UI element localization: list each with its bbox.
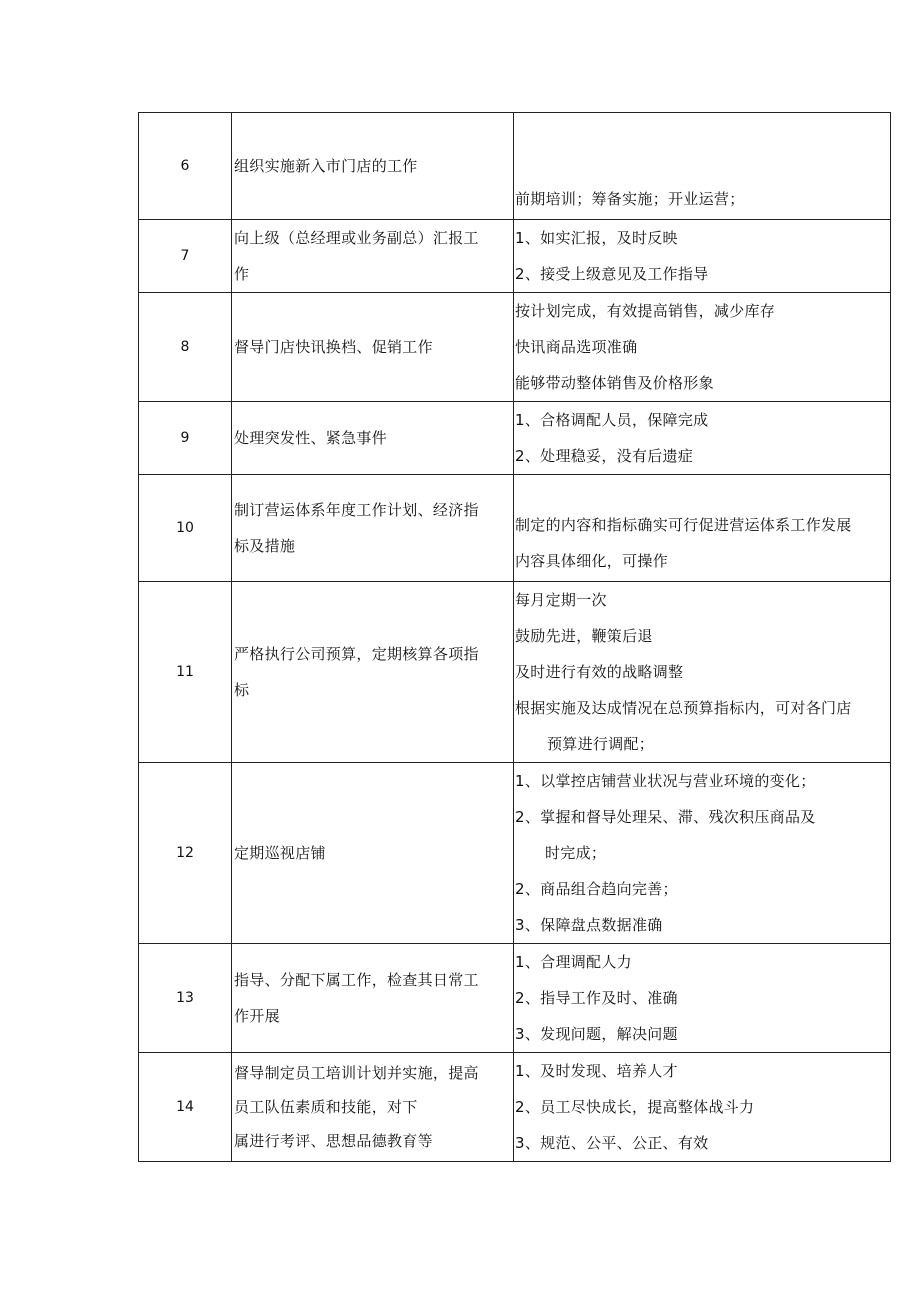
standard-cell [514, 944, 891, 1053]
task-cell [232, 293, 514, 402]
standard-line: 鼓励先进，鞭策后退 [515, 627, 653, 645]
task-cell [232, 944, 514, 1053]
standard-line: 制定的内容和指标确实可行促进营运体系工作发展 [515, 516, 852, 534]
standard-line: 每月定期一次 [515, 591, 607, 609]
standard-cell [514, 402, 891, 475]
row-number: 14 [139, 1053, 232, 1162]
standard-line: 1、合理调配人力 [515, 953, 632, 971]
task-cell [232, 402, 514, 475]
standard-line: 2、掌握和督导处理呆、滞、残次积压商品及 [515, 808, 816, 826]
standard-cell [514, 293, 891, 402]
task-line: 向上级（总经理或业务副总）汇报工 [234, 229, 479, 247]
standard-line: 1、如实汇报，及时反映 [515, 229, 678, 247]
standard-line: 按计划完成，有效提高销售，减少库存 [515, 302, 776, 320]
task-cell [232, 220, 514, 293]
standard-line: 时完成； [545, 844, 607, 862]
task-cell [232, 763, 514, 944]
standard-line: 1、及时发现、培养人才 [515, 1062, 678, 1080]
standard-line: 根据实施及达成情况在总预算指标内，可对各门店 [515, 699, 852, 717]
table-row [139, 582, 891, 763]
task-line: 组织实施新入市门店的工作 [234, 157, 418, 175]
task-line: 制订营运体系年度工作计划、经济指 [234, 501, 479, 519]
task-line: 员工队伍素质和技能，对下 [234, 1098, 418, 1116]
task-cell [232, 1053, 514, 1162]
standard-line: 2、接受上级意见及工作指导 [515, 265, 709, 283]
standard-line: 2、商品组合趋向完善； [515, 880, 678, 898]
standard-cell [514, 763, 891, 944]
table-row [139, 1053, 891, 1162]
standard-line: 预算进行调配； [547, 735, 655, 753]
task-line: 督导门店快讯换档、促销工作 [234, 338, 433, 356]
task-line: 严格执行公司预算，定期核算各项指 [234, 645, 479, 663]
table-row [139, 763, 891, 944]
standard-line: 3、发现问题，解决问题 [515, 1025, 678, 1043]
task-line: 督导制定员工培训计划并实施，提高 [234, 1064, 479, 1082]
standard-line: 3、规范、公平、公正、有效 [515, 1134, 709, 1152]
row-number: 8 [139, 293, 232, 402]
task-line: 标 [234, 681, 250, 699]
standard-line: 内容具体细化，可操作 [515, 552, 669, 570]
task-cell [232, 582, 514, 763]
task-line: 指导、分配下属工作，检查其日常工 [234, 971, 479, 989]
duty-table [138, 112, 891, 1162]
row-number: 6 [139, 113, 232, 220]
table-row [139, 944, 891, 1053]
standard-line: 3、保障盘点数据准确 [515, 916, 663, 934]
task-line: 标及措施 [234, 537, 296, 555]
task-line: 处理突发性、紧急事件 [234, 429, 388, 447]
row-number: 12 [139, 763, 232, 944]
row-number: 9 [139, 402, 232, 475]
standard-line: 快讯商品选项准确 [515, 338, 638, 356]
table-row [139, 113, 891, 220]
task-line: 作 [234, 265, 250, 283]
standard-line: 能够带动整体销售及价格形象 [515, 374, 714, 392]
standard-cell [514, 475, 891, 582]
task-cell [232, 475, 514, 582]
row-number: 11 [139, 582, 232, 763]
standard-cell [514, 582, 891, 763]
standard-line: 2、员工尽快成长，提高整体战斗力 [515, 1098, 755, 1116]
table-row [139, 475, 891, 582]
row-number: 13 [139, 944, 232, 1053]
standard-cell [514, 113, 891, 220]
task-line: 作开展 [234, 1007, 280, 1025]
standard-line: 1、合格调配人员，保障完成 [515, 411, 709, 429]
task-line: 属进行考评、思想品德教育等 [234, 1132, 433, 1150]
task-cell [232, 113, 514, 220]
standard-line: 1、以掌控店铺营业状况与营业环境的变化； [515, 772, 816, 790]
row-number: 7 [139, 220, 232, 293]
standard-line: 前期培训；筹备实施；开业运营； [515, 190, 745, 208]
standard-line: 及时进行有效的战略调整 [515, 663, 684, 681]
table-row [139, 402, 891, 475]
table-row [139, 220, 891, 293]
standard-cell [514, 220, 891, 293]
row-number: 10 [139, 475, 232, 582]
task-line: 定期巡视店铺 [234, 844, 326, 862]
standard-line: 2、处理稳妥，没有后遗症 [515, 447, 694, 465]
table-row [139, 293, 891, 402]
standard-cell [514, 1053, 891, 1162]
standard-line: 2、指导工作及时、准确 [515, 989, 678, 1007]
